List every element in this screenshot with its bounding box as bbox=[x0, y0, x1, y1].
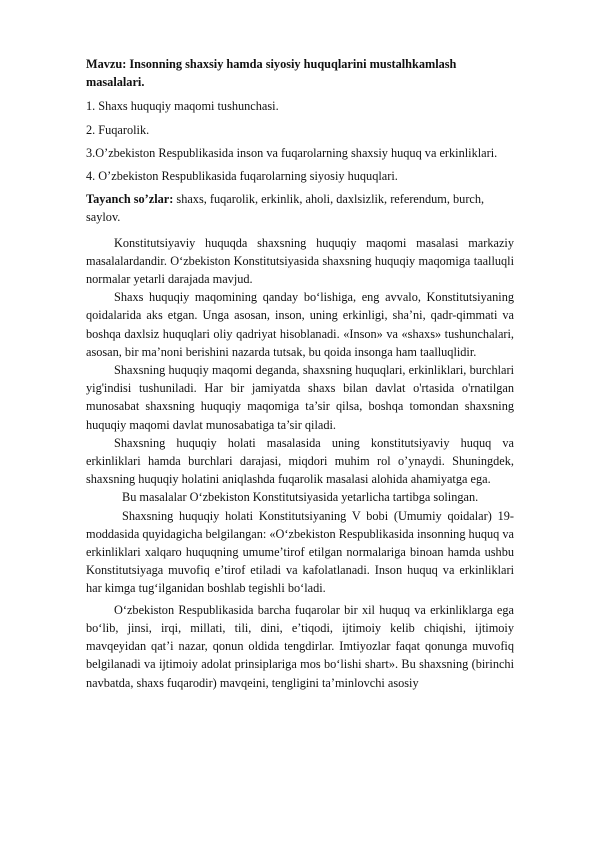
paragraph-7: O‘zbekiston Respublikasida barcha fuqarolar bir xil huquq va erkinliklarga ega bo‘lib, jinsi, irqi, millati, tili, dini, e’tiqodi, ijtimoiy kelib chiqishi, ijtimoiy mavqeyidan qat’i nazar, qonun oldida tengdirlar. Imtiyozlar faqat qonunga muvofiq belgilanadi va ijtimoiy adolat prinsiplariga mos bo‘lishi shart». Bu shaxsning (birinchi navbatda, shaxs fuqarodir) mavqeini, tengligini ta’minlovchi asosiy bbox=[86, 602, 514, 690]
keywords-line bbox=[86, 190, 514, 226]
plan-item-1: 1. Shaxs huquqiy maqomi tushunchasi. bbox=[86, 99, 279, 114]
paragraph-2: Shaxs huquqiy maqomining qanday bo‘lishiga, eng avvalo, Konstitutsiyaning qoidalarida aks etgan. Unga asosan, inson, uning erkinligi, sha’ni, qadr-qimmati va boshqa daxlsiz huquqlari oliy qadriyat hisoblanadi. «Inson» va «shaxs» tushunchalari, asosan, bir ma’noni berishini nazarda tutsak, bu qoida insonga ham taalluqlidir. bbox=[86, 290, 514, 359]
topic-title: Mavzu: Insonning shaxsiy hamda siyosiy huquqlarini mustalhkamlash masalalari. bbox=[86, 57, 457, 90]
keywords-text: shaxs, fuqarolik, erkinlik, aholi, daxlsizlik, referendum, burch, saylov. bbox=[86, 192, 485, 225]
paragraph-5: Bu masalalar O‘zbekiston Konstitutsiyasida yetarlicha tartibga solingan. bbox=[122, 490, 479, 505]
paragraph-4: Shaxsning huquqiy holati masalasida uning konstitutsiyaviy huquq va erkinliklari hamda burchlari darajasi, miqdori muhim rol o’ynaydi. Shuningdek, shaxsning huquqiy holatini aniqlashda fuqarolik masalasi alohida ahamiyatga ega. bbox=[86, 435, 514, 487]
plan-item-2: 2. Fuqarolik. bbox=[86, 122, 150, 137]
plan-item-3: 3.O’zbekiston Respublikasida inson va fuqarolarning shaxsiy huquq va erkinliklari. bbox=[86, 145, 498, 160]
document-page bbox=[86, 55, 514, 692]
paragraph-1: Konstitutsiyaviy huquqda shaxsning huquqiy maqomi masalasi markaziy masalalardandir. O‘zbekiston Konstitutsiyasida shaxsning huquqiy maqomiga taalluqli normalar yetarli darajada mavjud. bbox=[86, 235, 514, 287]
keywords-label: Tayanch so’zlar: bbox=[86, 192, 174, 207]
paragraph-6: Shaxsning huquqiy holati Konstitutsiyaning V bobi (Umumiy qoidalar) 19-moddasida quyidagicha belgilangan: «O‘zbekiston Respublikasida insonning huquq va erkinliklari xalqaro huquqning umume’tirof etilgan normalariga binoan hamda ushbu Konstitutsiyaga muvofiq e’tirof etiladi va kafolatlanadi. Inson huquq va erkinliklari har kimga tug‘ilganidan boshlab tegishli bo‘ladi. bbox=[86, 508, 514, 596]
plan-item-4: 4. O’zbekiston Respublikasida fuqarolarning siyosiy huquqlari. bbox=[86, 169, 398, 184]
paragraph-3: Shaxsning huquqiy maqomi deganda, shaxsning huquqlari, erkinliklari, burchlari yig'indisi tushuniladi. Har bir jamiyatda shaxs bilan davlat o'rtasida o'rnatilgan munosabat shaxsning huquqiy maqomiga ta’sir qilsa, boshqa tomondan shaxsning huquqiy maqomi davlat munosabatiga ta’sir qiladi. bbox=[86, 363, 514, 432]
